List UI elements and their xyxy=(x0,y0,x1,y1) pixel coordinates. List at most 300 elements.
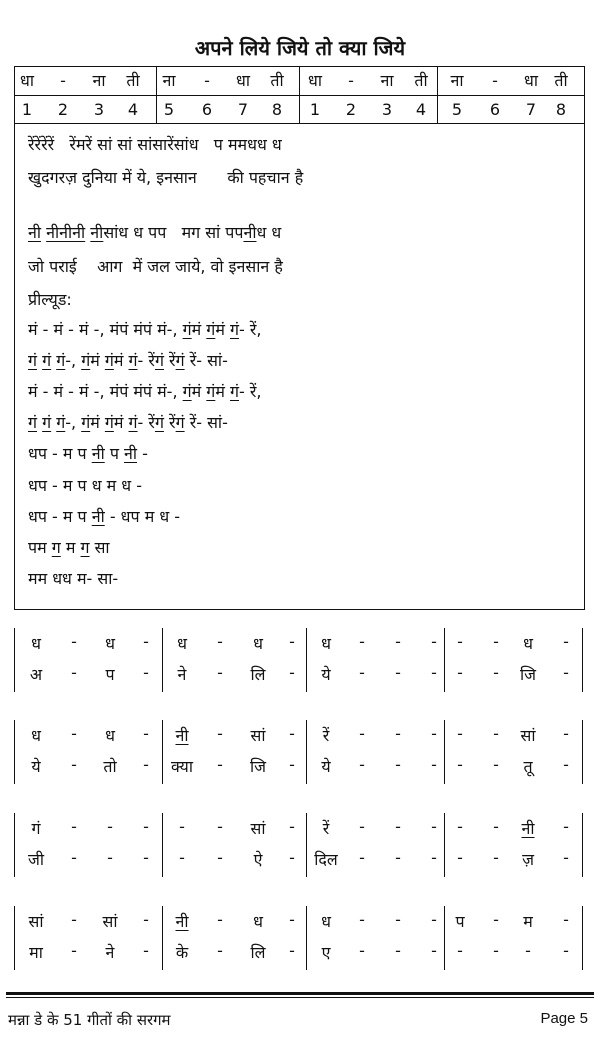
lyric-syllable: तो xyxy=(103,757,117,776)
text-segment: म xyxy=(60,538,81,557)
taal-bol: धा xyxy=(20,71,34,90)
bar-line xyxy=(582,628,583,692)
note-text: ध xyxy=(523,634,533,653)
swar-note xyxy=(447,910,473,932)
lyric-syllable: ए xyxy=(321,943,331,962)
text-segment: मं xyxy=(215,320,230,339)
swar-note xyxy=(169,724,195,746)
lyric-syllable: लि xyxy=(250,943,266,962)
komal-note: नी xyxy=(91,444,105,463)
note-text: प xyxy=(455,912,465,931)
swar-note xyxy=(483,817,509,836)
sargam-line xyxy=(28,442,148,464)
note-text: ध xyxy=(31,726,41,745)
text-segment: - रें xyxy=(137,413,155,432)
note-text: रें xyxy=(322,819,330,838)
note-text: ध xyxy=(253,912,263,931)
lyric-syllable: - xyxy=(71,663,77,682)
lyric-syllable: - xyxy=(457,755,463,774)
swar-note xyxy=(313,724,339,746)
note-text: - xyxy=(71,817,77,836)
komal-note: गं xyxy=(28,351,38,370)
note-text: - xyxy=(289,632,295,651)
sargam-line xyxy=(28,255,283,277)
komal-note: नी xyxy=(243,223,257,242)
swar-note xyxy=(279,724,305,743)
komal-note: गं xyxy=(28,413,38,432)
note-text: - xyxy=(107,817,113,836)
note-text: - xyxy=(431,910,437,929)
note-text: ध xyxy=(321,912,331,931)
lyric-syllable: तू xyxy=(523,757,533,776)
note-text: - xyxy=(143,817,149,836)
text-segment: मं xyxy=(90,351,105,370)
swar-note xyxy=(313,910,339,932)
lyric-syllable: - xyxy=(143,941,149,960)
note-text: ध xyxy=(253,634,263,653)
komal-note: गं xyxy=(56,351,66,370)
swar-note xyxy=(279,817,305,836)
note-text: सां xyxy=(28,912,44,931)
lyric-syllable: - xyxy=(289,848,295,867)
lyric-syllable: - xyxy=(563,755,569,774)
footer-rule-thin xyxy=(6,997,594,998)
note-text: - xyxy=(431,632,437,651)
swar-note xyxy=(553,632,579,651)
taal-bol: - xyxy=(348,71,354,90)
lyric-syllable: - xyxy=(563,941,569,960)
swar-note xyxy=(133,910,159,929)
text-segment: रेंरेंरेंरें रेंमरें सां सां सांसारेंसांध प ममधध ध xyxy=(28,135,282,154)
lyric-syllable: - xyxy=(217,941,223,960)
note-text: - xyxy=(395,910,401,929)
swar-note xyxy=(279,632,305,651)
sargam-line xyxy=(28,567,118,589)
lyric-syllable: - xyxy=(431,755,437,774)
lyric-syllable: - xyxy=(359,755,365,774)
lyric-syllable: - xyxy=(457,848,463,867)
taal-divider xyxy=(156,67,157,123)
lyric-syllable: - xyxy=(71,755,77,774)
taal-beat: 8 xyxy=(271,100,283,119)
note-text: - xyxy=(493,910,499,929)
note-text: - xyxy=(71,632,77,651)
swar-note xyxy=(23,632,49,654)
swar-note xyxy=(97,910,123,932)
text-segment: मं xyxy=(215,382,230,401)
note-text: - xyxy=(359,817,365,836)
text-segment: धप - म प xyxy=(28,507,92,526)
note-text: रें xyxy=(322,726,330,745)
text-segment: रें xyxy=(163,413,176,432)
lyric-syllable: - xyxy=(457,941,463,960)
note-text: सां xyxy=(250,819,266,838)
lyric-syllable: के xyxy=(175,943,189,962)
komal-note: गं xyxy=(42,351,52,370)
text-segment: प xyxy=(104,444,124,463)
swar-note xyxy=(313,632,339,654)
lyric-syllable: - xyxy=(71,941,77,960)
swar-note xyxy=(447,632,473,651)
swar-note xyxy=(61,724,87,743)
bar-line xyxy=(444,628,445,692)
sargam-line xyxy=(28,349,228,371)
lyric-syllable: - xyxy=(359,663,365,682)
bar-line xyxy=(162,628,163,692)
note-text: - xyxy=(431,817,437,836)
note-text: ध xyxy=(177,634,187,653)
taal-divider xyxy=(299,67,300,123)
lyric-syllable: - xyxy=(217,848,223,867)
taal-beat: 8 xyxy=(555,100,567,119)
bar-line xyxy=(14,813,15,877)
taal-beat: 6 xyxy=(489,100,501,119)
taal-beat: 2 xyxy=(57,100,69,119)
lyric-syllable: क्या xyxy=(171,757,193,776)
bar-line xyxy=(162,720,163,784)
komal-note: गं xyxy=(128,351,138,370)
swar-note xyxy=(23,724,49,746)
komal-note: नी xyxy=(521,819,535,838)
note-text: - xyxy=(289,910,295,929)
swar-note xyxy=(447,817,473,836)
note-text: - xyxy=(359,724,365,743)
lyric-syllable: - xyxy=(431,848,437,867)
taal-beat: 1 xyxy=(21,100,33,119)
komal-note: गं xyxy=(104,413,114,432)
swar-note xyxy=(245,817,271,839)
text-segment: - धप म ध - xyxy=(104,507,181,526)
taal-grid xyxy=(14,66,585,124)
sargam-line xyxy=(28,318,261,340)
komal-note: ग xyxy=(80,538,90,557)
swar-note xyxy=(385,910,411,929)
bar-line xyxy=(306,720,307,784)
lyric-syllable: - xyxy=(395,755,401,774)
note-text: ध xyxy=(105,726,115,745)
bar-line xyxy=(444,906,445,970)
lyric-syllable: - xyxy=(289,755,295,774)
taal-bol: ना xyxy=(380,71,394,90)
komal-note: नी xyxy=(175,726,189,745)
text-segment: सांध ध पप मग सां पप xyxy=(103,223,244,242)
lyric-syllable: - xyxy=(395,941,401,960)
taal-bol: ना xyxy=(162,71,176,90)
taal-beat: 7 xyxy=(237,100,249,119)
lyric-syllable: - xyxy=(143,848,149,867)
text-segment: ध ध xyxy=(256,223,282,242)
bar-line xyxy=(306,906,307,970)
sargam-line xyxy=(28,133,282,155)
note-text: - xyxy=(563,817,569,836)
swar-note xyxy=(349,817,375,836)
swar-note xyxy=(133,632,159,651)
lyric-syllable: दिल xyxy=(314,850,338,869)
text-segment: मं xyxy=(90,413,105,432)
komal-note: नी xyxy=(90,223,104,242)
komal-note: गं xyxy=(175,351,185,370)
lyric-syllable: - xyxy=(493,941,499,960)
taal-bol: ती xyxy=(554,71,568,90)
lyric-syllable: - xyxy=(457,663,463,682)
text-segment: मं - मं - मं -, मंपं मंपं मं-, xyxy=(28,320,183,339)
note-text: - xyxy=(457,632,463,651)
lyric-syllable: - xyxy=(107,848,113,867)
lyric-syllable: - xyxy=(493,755,499,774)
lyric-syllable: ऐ xyxy=(253,850,263,869)
note-text: म xyxy=(523,912,533,931)
taal-bol: ती xyxy=(126,71,140,90)
taal-bol: ना xyxy=(92,71,106,90)
swar-note xyxy=(133,817,159,836)
komal-note: गं xyxy=(81,351,91,370)
komal-note: गं xyxy=(128,413,138,432)
note-text: - xyxy=(217,910,223,929)
lyric-syllable: जि xyxy=(519,665,537,684)
text-segment: धप - म प xyxy=(28,444,92,463)
taal-beat: 5 xyxy=(451,100,463,119)
taal-beat: 2 xyxy=(345,100,357,119)
note-text: ध xyxy=(105,634,115,653)
bar-line xyxy=(14,720,15,784)
komal-note: ग xyxy=(51,538,61,557)
swar-note xyxy=(385,724,411,743)
note-text: - xyxy=(143,632,149,651)
swar-note xyxy=(385,817,411,836)
text-segment: -, xyxy=(65,413,82,432)
lyric-syllable: - xyxy=(359,848,365,867)
swar-note xyxy=(483,724,509,743)
komal-note: गं xyxy=(182,382,192,401)
lyric-syllable: जि xyxy=(249,757,267,776)
text-segment: रें xyxy=(163,351,176,370)
note-text: - xyxy=(431,724,437,743)
swar-note xyxy=(23,910,49,932)
swar-note xyxy=(207,724,233,743)
lyric-syllable: जी xyxy=(27,850,45,869)
sargam-line xyxy=(28,221,281,243)
note-text: - xyxy=(289,817,295,836)
komal-note: गं xyxy=(42,413,52,432)
swar-note xyxy=(97,632,123,654)
lyric-syllable: लि xyxy=(250,665,266,684)
lyric-syllable: - xyxy=(563,848,569,867)
lyric-syllable: ने xyxy=(105,943,115,962)
lyric-syllable: - xyxy=(493,848,499,867)
lyric-syllable: - xyxy=(143,663,149,682)
taal-beat: 7 xyxy=(525,100,537,119)
note-text: - xyxy=(359,632,365,651)
taal-beat: 3 xyxy=(381,100,393,119)
note-text: - xyxy=(493,724,499,743)
komal-note: गं xyxy=(206,382,216,401)
swar-note xyxy=(97,724,123,746)
komal-note: गं xyxy=(206,320,216,339)
swar-note xyxy=(313,817,339,839)
sargam-line xyxy=(28,474,142,496)
note-text: - xyxy=(395,817,401,836)
lyric-syllable: मा xyxy=(29,943,43,962)
note-text: सां xyxy=(102,912,118,931)
lyric-syllable: - xyxy=(359,941,365,960)
swar-note xyxy=(207,817,233,836)
komal-note: गं xyxy=(182,320,192,339)
text-segment: -, xyxy=(65,351,82,370)
lyric-syllable: ये xyxy=(321,757,331,776)
text-segment: मं xyxy=(191,320,207,339)
text-segment: मम धध म- सा- xyxy=(28,569,119,588)
taal-bol: ना xyxy=(450,71,464,90)
taal-bol: ती xyxy=(270,71,284,90)
swar-note xyxy=(61,632,87,651)
page-number: Page 5 xyxy=(540,1010,588,1027)
swar-note xyxy=(515,632,541,654)
taal-beat: 6 xyxy=(201,100,213,119)
note-text: - xyxy=(395,724,401,743)
bar-line xyxy=(582,720,583,784)
taal-bol: धा xyxy=(308,71,322,90)
text-segment: रें- सां- xyxy=(184,413,228,432)
swar-note xyxy=(349,910,375,929)
text-segment: खुदगरज़ दुनिया में ये, इनसान की पहचान है xyxy=(28,168,304,187)
swar-note xyxy=(483,632,509,651)
note-text: - xyxy=(563,632,569,651)
text-segment: - रें, xyxy=(238,382,262,401)
lyric-syllable: - xyxy=(143,755,149,774)
swar-note xyxy=(207,632,233,651)
swar-note xyxy=(483,910,509,929)
note-text: सां xyxy=(250,726,266,745)
komal-note: नीनीनी xyxy=(46,223,86,242)
sargam-line xyxy=(28,288,72,310)
swar-note xyxy=(207,910,233,929)
komal-note: नी xyxy=(91,507,105,526)
note-text: - xyxy=(457,817,463,836)
taal-beat: 4 xyxy=(415,100,427,119)
swar-note xyxy=(23,817,49,839)
note-text: - xyxy=(143,724,149,743)
note-text: - xyxy=(359,910,365,929)
text-segment: मं xyxy=(113,351,129,370)
text-segment: मं - मं - मं -, मंपं मंपं मं-, xyxy=(28,382,183,401)
komal-note: नी xyxy=(28,223,42,242)
bar-line xyxy=(582,813,583,877)
taal-beat: 1 xyxy=(309,100,321,119)
swar-note xyxy=(245,910,271,932)
swar-note xyxy=(515,910,541,932)
lyric-syllable: - xyxy=(395,848,401,867)
swar-note xyxy=(279,910,305,929)
komal-note: गं xyxy=(104,351,114,370)
note-text: - xyxy=(563,724,569,743)
note-text: सां xyxy=(520,726,536,745)
book-title: मन्ना डे के 51 गीतों की सरगम xyxy=(8,1011,171,1029)
text-segment: रें- सां- xyxy=(184,351,228,370)
komal-note: गं xyxy=(81,413,91,432)
lyric-syllable: - xyxy=(431,941,437,960)
swar-note xyxy=(245,724,271,746)
sargam-line xyxy=(28,505,180,527)
taal-bol: - xyxy=(60,71,66,90)
text-segment: जो पराई आग में जल जाये, वो इनसान है xyxy=(28,257,283,276)
bar-line xyxy=(162,813,163,877)
bar-line xyxy=(162,906,163,970)
note-text: ध xyxy=(321,634,331,653)
text-segment: - xyxy=(137,444,148,463)
swar-note xyxy=(553,724,579,743)
taal-divider xyxy=(437,67,438,123)
komal-note: गं xyxy=(56,413,66,432)
footer-rule xyxy=(6,992,594,995)
lyric-syllable: प xyxy=(105,665,115,684)
swar-note xyxy=(133,724,159,743)
note-text: - xyxy=(217,632,223,651)
lyric-syllable: - xyxy=(431,663,437,682)
text-segment: - रें, xyxy=(238,320,262,339)
swar-note xyxy=(349,632,375,651)
sargam-line xyxy=(28,380,261,402)
komal-note: गं xyxy=(229,320,239,339)
swar-note xyxy=(515,817,541,839)
lyric-syllable: - xyxy=(179,848,185,867)
sargam-line xyxy=(28,411,228,433)
lyric-syllable: ये xyxy=(31,757,41,776)
note-text: - xyxy=(563,910,569,929)
swar-note xyxy=(385,632,411,651)
note-text: - xyxy=(179,817,185,836)
note-text: - xyxy=(217,724,223,743)
swar-note xyxy=(61,817,87,836)
text-segment: मं xyxy=(113,413,129,432)
taal-beat: 5 xyxy=(163,100,175,119)
note-text: ध xyxy=(31,634,41,653)
bar-line xyxy=(14,628,15,692)
note-text: - xyxy=(457,724,463,743)
lyric-syllable: - xyxy=(525,941,531,960)
lyric-syllable: - xyxy=(395,663,401,682)
lyric-syllable: - xyxy=(217,755,223,774)
lyric-syllable: - xyxy=(217,663,223,682)
taal-beat: 4 xyxy=(127,100,139,119)
note-text: - xyxy=(71,910,77,929)
note-text: - xyxy=(71,724,77,743)
lyric-syllable: ने xyxy=(177,665,187,684)
lyric-syllable: - xyxy=(493,663,499,682)
note-text: - xyxy=(493,817,499,836)
lyric-syllable: - xyxy=(289,941,295,960)
komal-note: गं xyxy=(154,413,164,432)
bar-line xyxy=(306,813,307,877)
text-segment: पम xyxy=(28,538,52,557)
note-text: - xyxy=(493,632,499,651)
swar-note xyxy=(349,724,375,743)
bar-line xyxy=(306,628,307,692)
text-segment: प्रील्यूड: xyxy=(28,290,72,309)
bar-line xyxy=(444,813,445,877)
komal-note: गं xyxy=(175,413,185,432)
lyric-syllable: ज़ xyxy=(522,850,534,869)
bar-line xyxy=(14,906,15,970)
komal-note: गं xyxy=(154,351,164,370)
swar-note xyxy=(515,724,541,746)
text-segment: सा xyxy=(89,538,110,557)
swar-note xyxy=(61,910,87,929)
swar-note xyxy=(169,910,195,932)
lyric-syllable: - xyxy=(71,848,77,867)
sargam-line xyxy=(28,536,110,558)
taal-beat: 3 xyxy=(93,100,105,119)
note-text: - xyxy=(143,910,149,929)
